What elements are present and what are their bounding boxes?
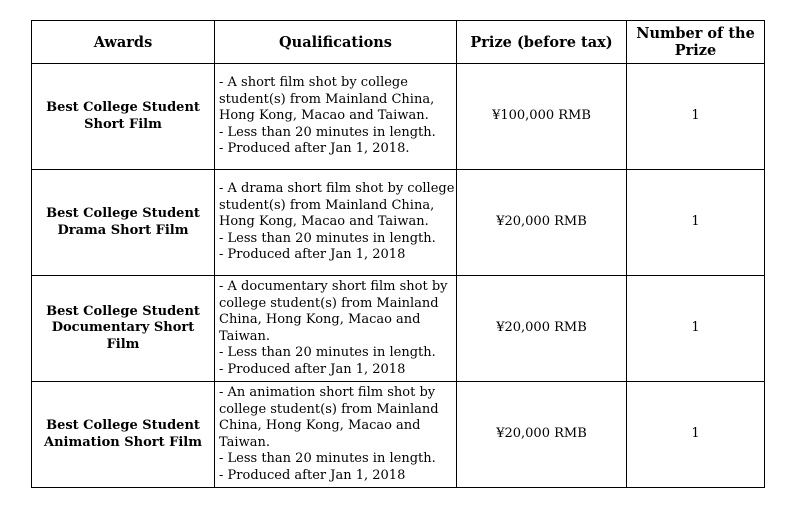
qualification-line: Hong Kong, Macao and Taiwan. xyxy=(219,108,429,124)
qualifications-cell xyxy=(215,170,457,276)
qualification-line: - Produced after Jan 1, 2018 xyxy=(219,467,406,483)
qualification-line: Taiwan. xyxy=(219,328,270,344)
qualification-line: - Produced after Jan 1, 2018 xyxy=(219,361,406,377)
header-row xyxy=(32,21,765,64)
qualification-line: - Less than 20 minutes in length. xyxy=(219,451,436,466)
table-row xyxy=(32,382,765,488)
qualification-line: Taiwan. xyxy=(219,434,270,450)
award-name: Best College Student Animation Short Film xyxy=(32,382,215,488)
qualification-line: - A drama short film shot by college xyxy=(219,181,455,197)
qualification-line: student(s) from Mainland China, xyxy=(219,197,435,213)
qualification-line: - A documentary short film shot by xyxy=(219,279,448,294)
qualifications-cell xyxy=(215,64,457,170)
prize-cell: ¥20,000 RMB xyxy=(457,382,627,488)
header-number: Number of the Prize xyxy=(627,21,765,64)
header-prize: Prize (before tax) xyxy=(457,21,627,64)
qualification-line: student(s) from Mainland China, xyxy=(219,91,435,107)
prize-count-cell: 1 xyxy=(627,382,765,488)
prize-cell: ¥100,000 RMB xyxy=(457,64,627,170)
award-name: Best College Student Documentary Short Film xyxy=(32,276,215,382)
qualification-line: college student(s) from Mainland xyxy=(219,295,439,311)
qualification-line: Hong Kong, Macao and Taiwan. xyxy=(219,214,429,230)
qualification-line: - Less than 20 minutes in length. xyxy=(219,230,436,246)
award-name: Best College Student Short Film xyxy=(32,64,215,170)
qualification-line: college student(s) from Mainland xyxy=(219,401,439,417)
awards-table xyxy=(31,20,765,488)
qualification-line: - Less than 20 minutes in length. xyxy=(219,345,436,360)
qualification-line: China, Hong Kong, Macao and xyxy=(219,312,421,327)
prize-count-cell: 1 xyxy=(627,170,765,276)
header-awards: Awards xyxy=(32,21,215,64)
qualifications-cell xyxy=(215,276,457,382)
prize-cell: ¥20,000 RMB xyxy=(457,170,627,276)
qualification-line: - Produced after Jan 1, 2018 xyxy=(219,247,406,263)
award-name: Best College Student Drama Short Film xyxy=(32,170,215,276)
table-row xyxy=(32,64,765,170)
qualification-line: - An animation short film shot by xyxy=(219,385,436,400)
qualification-line: - Produced after Jan 1, 2018. xyxy=(219,141,410,157)
table-row xyxy=(32,170,765,276)
table-row xyxy=(32,276,765,382)
qualification-line: - A short film shot by college xyxy=(219,75,408,91)
qualification-line: - Less than 20 minutes in length. xyxy=(219,124,436,140)
qualifications-cell xyxy=(215,382,457,488)
prize-cell: ¥20,000 RMB xyxy=(457,276,627,382)
prize-count-cell: 1 xyxy=(627,64,765,170)
prize-count-cell: 1 xyxy=(627,276,765,382)
header-qualifications: Qualifications xyxy=(215,21,457,64)
qualification-line: China, Hong Kong, Macao and xyxy=(219,418,421,433)
